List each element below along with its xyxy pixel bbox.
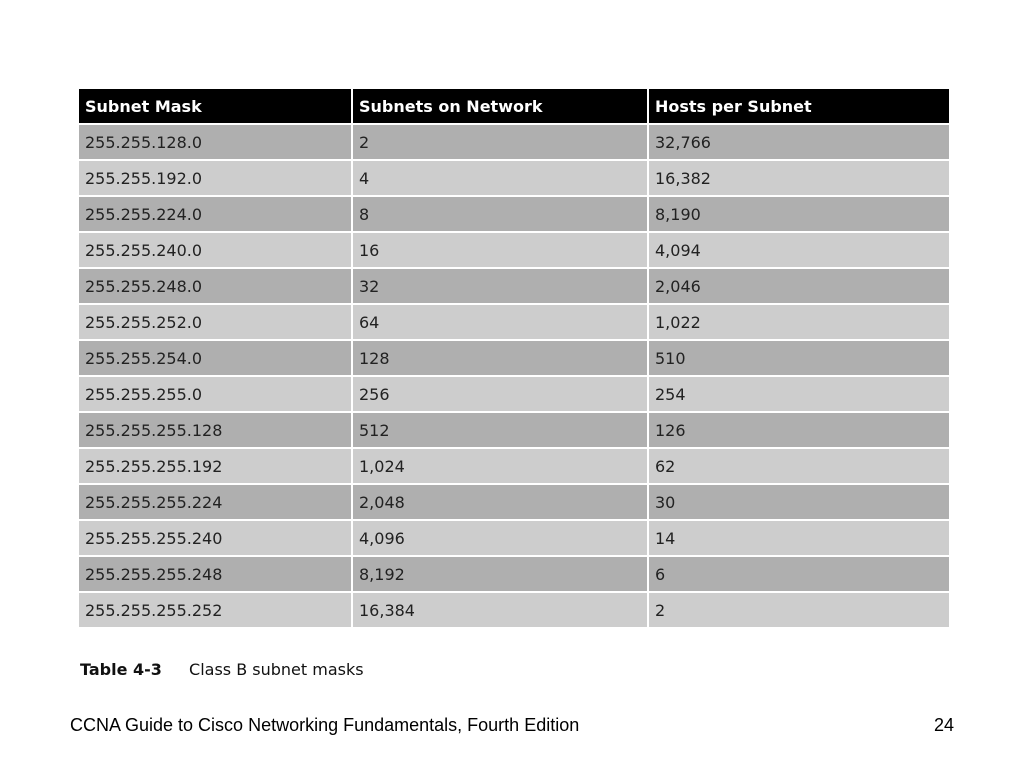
footer-title: CCNA Guide to Cisco Networking Fundamentals, Fourth Edition: [70, 715, 580, 735]
cell-subnet-mask: 255.255.254.0: [79, 341, 351, 375]
cell-subnet-mask: 255.255.255.0: [79, 377, 351, 411]
table-row: [79, 161, 949, 195]
cell-subnets-on-network: 16,384: [353, 593, 647, 627]
header-subnet-mask: Subnet Mask: [79, 89, 351, 123]
header-hosts-per-subnet: Hosts per Subnet: [649, 89, 949, 123]
table-body: [79, 125, 949, 627]
table-row: [79, 521, 949, 555]
cell-hosts-per-subnet: 1,022: [649, 305, 949, 339]
cell-subnets-on-network: 8,192: [353, 557, 647, 591]
table-row: [79, 485, 949, 519]
cell-subnet-mask: 255.255.252.0: [79, 305, 351, 339]
cell-hosts-per-subnet: 2,046: [649, 269, 949, 303]
table-row: [79, 233, 949, 267]
header-subnets-on-network: Subnets on Network: [353, 89, 647, 123]
cell-subnets-on-network: 2,048: [353, 485, 647, 519]
cell-subnets-on-network: 16: [353, 233, 647, 267]
cell-hosts-per-subnet: 254: [649, 377, 949, 411]
caption-label: Table 4-3: [80, 660, 162, 679]
cell-hosts-per-subnet: 14: [649, 521, 949, 555]
cell-subnet-mask: 255.255.128.0: [79, 125, 351, 159]
cell-hosts-per-subnet: 6: [649, 557, 949, 591]
table-row: [79, 557, 949, 591]
cell-subnet-mask: 255.255.255.192: [79, 449, 351, 483]
cell-subnets-on-network: 256: [353, 377, 647, 411]
cell-subnets-on-network: 2: [353, 125, 647, 159]
cell-hosts-per-subnet: 2: [649, 593, 949, 627]
cell-subnets-on-network: 4,096: [353, 521, 647, 555]
subnet-mask-table: [77, 87, 951, 629]
cell-subnets-on-network: 64: [353, 305, 647, 339]
cell-subnet-mask: 255.255.255.240: [79, 521, 351, 555]
cell-subnet-mask: 255.255.248.0: [79, 269, 351, 303]
cell-subnets-on-network: 128: [353, 341, 647, 375]
cell-subnet-mask: 255.255.224.0: [79, 197, 351, 231]
cell-subnet-mask: 255.255.240.0: [79, 233, 351, 267]
table-row: [79, 341, 949, 375]
table-row: [79, 593, 949, 627]
cell-subnets-on-network: 8: [353, 197, 647, 231]
table-row: [79, 125, 949, 159]
cell-subnet-mask: 255.255.192.0: [79, 161, 351, 195]
cell-hosts-per-subnet: 510: [649, 341, 949, 375]
cell-hosts-per-subnet: 8,190: [649, 197, 949, 231]
cell-subnets-on-network: 1,024: [353, 449, 647, 483]
cell-subnet-mask: 255.255.255.128: [79, 413, 351, 447]
cell-hosts-per-subnet: 32,766: [649, 125, 949, 159]
cell-hosts-per-subnet: 126: [649, 413, 949, 447]
table-header-row: [79, 89, 949, 123]
table-row: [79, 305, 949, 339]
table-row: [79, 449, 949, 483]
cell-subnet-mask: 255.255.255.248: [79, 557, 351, 591]
cell-hosts-per-subnet: 16,382: [649, 161, 949, 195]
table-row: [79, 413, 949, 447]
table-row: [79, 269, 949, 303]
cell-subnets-on-network: 32: [353, 269, 647, 303]
cell-subnet-mask: 255.255.255.252: [79, 593, 351, 627]
page-number: 24: [933, 715, 954, 735]
cell-subnet-mask: 255.255.255.224: [79, 485, 351, 519]
caption-text: Class B subnet masks: [189, 660, 364, 679]
cell-hosts-per-subnet: 4,094: [649, 233, 949, 267]
cell-subnets-on-network: 4: [353, 161, 647, 195]
table-caption: [80, 660, 364, 679]
cell-subnets-on-network: 512: [353, 413, 647, 447]
cell-hosts-per-subnet: 62: [649, 449, 949, 483]
table-row: [79, 197, 949, 231]
table-row: [79, 377, 949, 411]
cell-hosts-per-subnet: 30: [649, 485, 949, 519]
